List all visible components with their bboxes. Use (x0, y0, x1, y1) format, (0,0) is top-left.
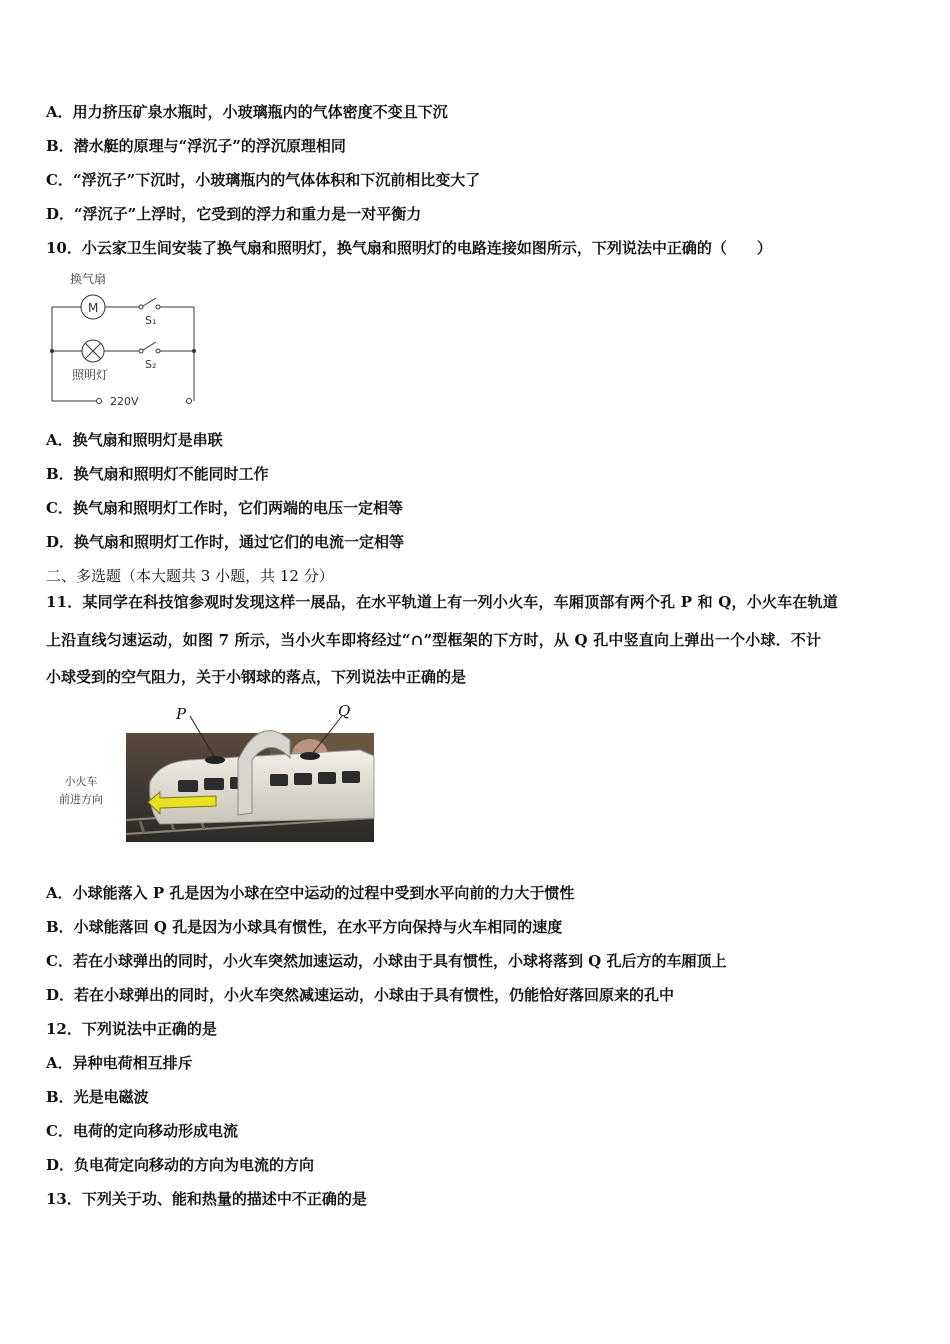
lamp-label: 照明灯 (72, 368, 109, 382)
q10-option-a: A．换气扇和照明灯是串联 (46, 431, 223, 449)
switch2-blade (143, 342, 156, 350)
q11-stem-line-1: 11．某同学在科技馆参观时发现这样一展品，在水平轨道上有一列小火车，车厢顶部有两个孔 P 和 Q，小火车在轨道 (46, 593, 838, 611)
q12-option-a: A．异种电荷相互排斥 (46, 1054, 193, 1072)
q9-option-d: D．“浮沉子”上浮时，它受到的浮力和重力是一对平衡力 (46, 205, 422, 223)
junction-left (50, 349, 54, 353)
switch1-blade (143, 298, 156, 306)
direction-line-2: 前进方向 (59, 793, 103, 806)
fan-label: 换气扇 (70, 272, 107, 286)
motor-symbol: M (88, 301, 99, 315)
voltage-label: 220V (110, 395, 139, 408)
q11-option-a: A．小球能落入 P 孔是因为小球在空中运动的过程中受到水平向前的力大于惯性 (46, 884, 575, 902)
q10-option-c: C．换气扇和照明灯工作时，它们两端的电压一定相等 (46, 499, 403, 517)
q10-circuit-diagram (44, 268, 204, 410)
switch2-label: S₂ (145, 358, 157, 371)
q10-option-b: B．换气扇和照明灯不能同时工作 (46, 465, 269, 483)
q11-stem-line-2: 上沿直线匀速运动，如图 7 所示，当小火车即将经过“∩”型框架的下方时，从 Q 孔中竖直向上弹出一个小球．不计 (46, 631, 822, 649)
direction-label (56, 773, 106, 809)
section-2-title: 二、多选题（本大题共 3 小题，共 12 分） (46, 567, 334, 585)
hole-q (300, 752, 320, 760)
q9-option-c: C．“浮沉子”下沉时，小玻璃瓶内的气体体积和下沉前相比变大了 (46, 171, 481, 189)
label-q: Q (338, 702, 351, 720)
q10-stem: 10．小云家卫生间安装了换气扇和照明灯，换气扇和照明灯的电路连接如图所示，下列说法中正确的（ ） (46, 239, 772, 257)
direction-line-1: 小火车 (64, 775, 98, 788)
q11-train-figure (120, 700, 380, 845)
q12-option-d: D．负电荷定向移动的方向为电流的方向 (46, 1156, 315, 1174)
q13-stem: 13．下列关于功、能和热量的描述中不正确的是 (46, 1190, 367, 1208)
q9-option-a: A．用力挤压矿泉水瓶时，小玻璃瓶内的气体密度不变且下沉 (46, 103, 448, 121)
q9-option-b: B．潜水艇的原理与“浮沉子”的浮沉原理相同 (46, 137, 346, 155)
junction-right (192, 349, 196, 353)
q11-option-b: B．小球能落回 Q 孔是因为小球具有惯性，在水平方向保持与火车相同的速度 (46, 918, 563, 936)
q12-option-b: B．光是电磁波 (46, 1088, 149, 1106)
q12-option-c: C．电荷的定向移动形成电流 (46, 1122, 238, 1140)
q11-stem-line-3: 小球受到的空气阻力，关于小钢球的落点，下列说法中正确的是 (46, 668, 467, 686)
q10-option-d: D．换气扇和照明灯工作时，通过它们的电流一定相等 (46, 533, 405, 551)
q11-option-c: C．若在小球弹出的同时，小火车突然加速运动，小球由于具有惯性，小球将落到 Q 孔后方的车厢顶上 (46, 952, 727, 970)
q12-stem: 12．下列说法中正确的是 (46, 1020, 217, 1038)
switch1-label: S₁ (145, 314, 157, 327)
q11-option-d: D．若在小球弹出的同时，小火车突然减速运动，小球由于具有惯性，仍能恰好落回原来的孔中 (46, 986, 675, 1004)
label-p: P (176, 705, 187, 723)
